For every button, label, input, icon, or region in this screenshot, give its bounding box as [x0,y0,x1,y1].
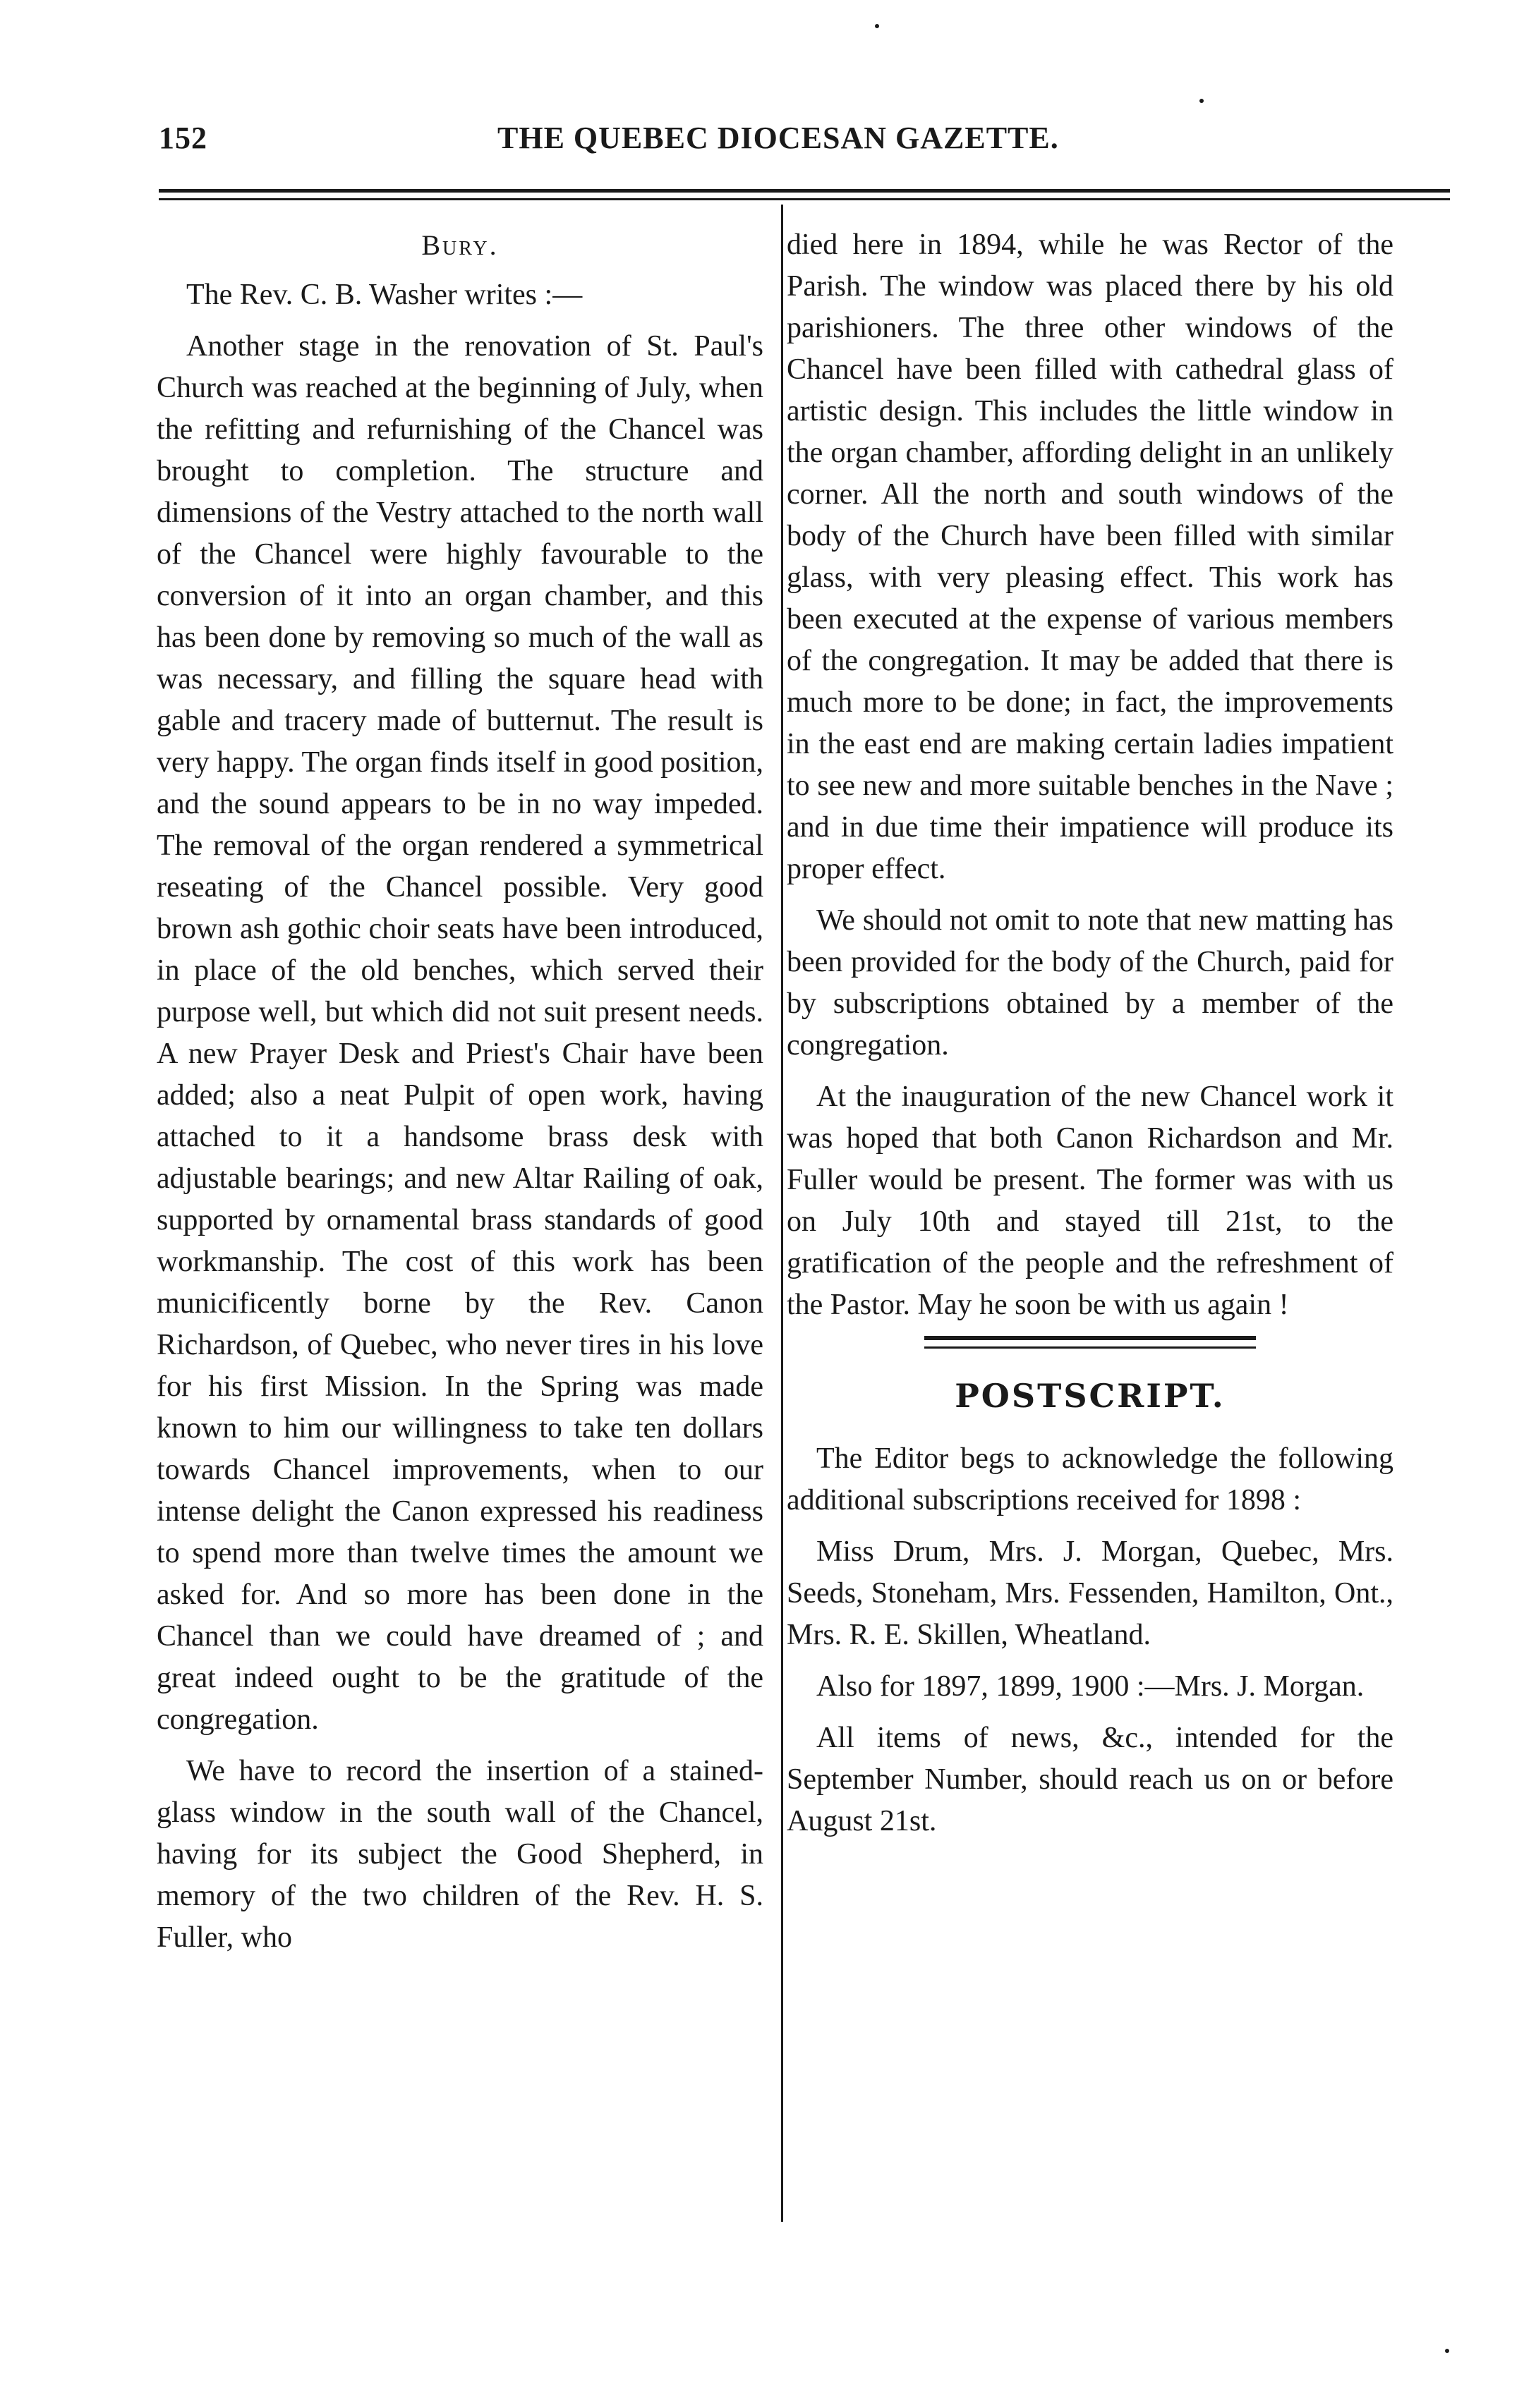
article-paragraph: At the inauguration of the new Chancel work it was hoped that both Canon Richardson and Mr. Fuller would be present. The former was with us on July 10th and stayed till 21st, to the gratification of the people and the refreshment of the Pastor. May he soon be with us again ! [787,1081,1393,1321]
article-paragraph: We should not omit to note that new matting has been provided for the body of the Church, paid for by subscriptions obtained by a member of the congregation. [787,904,1393,1062]
postscript-paragraph: All items of news, &c., intended for the September Number, should reach us on or before August 21st. [787,1722,1393,1837]
postscript-paragraph: The Editor begs to acknowledge the following additional subscriptions received for 1898 : [787,1442,1393,1516]
column-divider [781,205,783,2222]
postscript-paragraph: Miss Drum, Mrs. J. Morgan, Quebec, Mrs. Seeds, Stoneham, Mrs. Fessenden, Hamilton, Ont., Mrs. R. E. Skillen, Wheatland. [787,1536,1393,1651]
print-speck [1445,2349,1449,2353]
byline: The Rev. C. B. Washer writes :— [186,279,583,311]
article-paragraph-continued: died here in 1894, while he was Rector of the Parish. The window was placed there by his old parishioners. The three other windows of the Chancel have been filled with cathedral glass of artistic design. This includes the little window in the organ chamber, affording delight in an unlikely corner. All the north and south windows of the body of the Church have been filled with similar glass, with very pleasing effect. This work has been executed at the expense of various members of the congregation. It may be added that there is much more to be done; in fact, the improvements in the east end are making certain ladies impatient to see new and more suitable benches in the Nave ; and in due time their impatience will produce its proper effect. [787,229,1393,885]
print-speck [1199,99,1204,103]
article-paragraph: We have to record the insertion of a stained-glass window in the south wall of the Chancel, having for its subject the Good Shepherd, in memory of the two children of the Rev. H. S. Fuller, who [157,1755,763,1954]
right-column [787,224,1393,1852]
running-head: THE QUEBEC DIOCESAN GAZETTE. [497,121,1059,155]
left-column [157,224,763,1969]
page-number: 152 [159,121,207,155]
section-separator-rule [924,1336,1256,1349]
article-paragraph: Another stage in the renovation of St. Paul's Church was reached at the beginning of July, when the refitting and refurnishing of the Chancel was brought to completion. The structure and dimensions of the Vestry attached to the north wall of the Chancel were highly favourable to the conversion of it into an organ chamber, and this has been done by removing so much of the wall as was necessary, and filling the square head with gable and tracery made of butternut. The result is very happy. The organ finds itself in good position, and the sound appears to be in no way impeded. The removal of the organ rendered a symmetrical reseating of the Chancel possible. Very good brown ash gothic choir seats have been introduced, in place of the old benches, which served their purpose well, but which did not suit present needs. A new Prayer Desk and Priest's Chair have been added; also a neat Pulpit of open work, having attached to it a handsome brass desk with adjustable bearings; and new Altar Railing of oak, supported by ornamental brass standards of good workmanship. The cost of this work has been municificently borne by the Rev. Canon Richardson, of Quebec, who never tires in his love for his first Mission. In the Spring was made known to him our willingness to take ten dollars towards Chancel improvements, when to our intense delight the Canon expressed his readiness to spend more than twelve times the amount we asked for. And so more has been done in the Chancel than we could have dreamed of ; and great indeed ought to be the gratitude of the congregation. [157,330,763,1736]
section-heading-bury: Bury. [421,229,499,261]
postscript-paragraph: Also for 1897, 1899, 1900 :—Mrs. J. Morgan. [816,1670,1365,1703]
header-double-rule [159,189,1450,200]
print-speck [875,24,879,28]
page-header [159,120,1450,169]
section-heading-postscript: POSTSCRIPT. [955,1377,1226,1415]
